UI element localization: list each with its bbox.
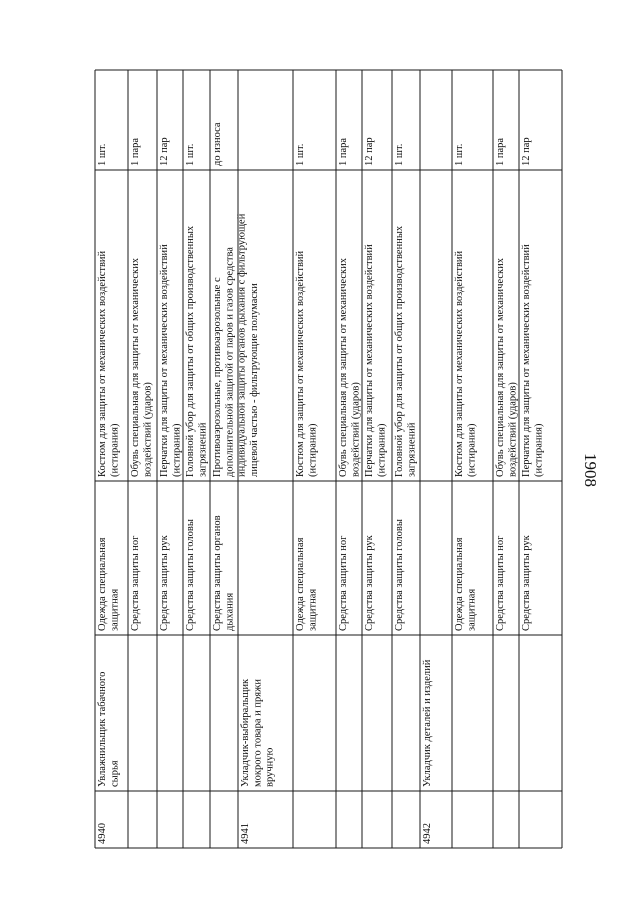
table-texts — [97, 122, 544, 844]
norm-cell: 1 шт. — [295, 143, 306, 166]
item-cell: Перчатки для защиты от механических воздействий(истирания) — [521, 244, 545, 477]
category-cell: Средства защиты головы — [185, 519, 196, 631]
item-cell: Перчатки для защиты от механических воздействий(истирания) — [159, 244, 183, 477]
norm-cell: 1 пара — [130, 137, 141, 166]
category-cell: Средства защиты рук — [159, 535, 170, 631]
norm-cell: 12 пар — [159, 137, 170, 166]
item-cell: Костюм для защиты от механических воздействий(истирания) — [97, 250, 121, 477]
category-cell: Одежда специальнаязащитная — [97, 537, 121, 631]
item-cell: Обувь специальная для защиты от механическихвоздействий (ударов) — [338, 258, 362, 477]
category-cell: Одежда специальнаязащитная — [454, 537, 478, 631]
category-cell: Средства защиты ног — [130, 535, 141, 631]
item-cell: Костюм для защиты от механических воздействий(истирания) — [295, 250, 319, 477]
page-number: 1908 — [581, 453, 600, 487]
norm-cell: 12 пар — [364, 137, 375, 166]
category-cell: Средства защиты ног — [338, 535, 349, 631]
category-cell: Средства защиты головы — [394, 519, 405, 631]
norm-cell: до износа — [212, 122, 223, 166]
code-cell: 4940 — [97, 823, 108, 844]
category-cell: Средства защиты органовдыхания — [212, 515, 236, 631]
category-cell: Одежда специальнаязащитная — [295, 537, 319, 631]
item-cell: Обувь специальная для защиты от механическихвоздействий (ударов) — [130, 258, 154, 477]
norm-cell: 1 пара — [338, 137, 349, 166]
item-cell: Перчатки для защиты от механических воздействий(истирания) — [364, 244, 388, 477]
category-cell: Средства защиты ног — [495, 535, 506, 631]
norm-cell: 1 шт. — [394, 143, 405, 166]
category-cell: Средства защиты рук — [521, 535, 532, 631]
code-cell: 4942 — [422, 823, 433, 844]
norm-cell: 1 шт. — [97, 143, 108, 166]
norm-cell: 1 шт. — [185, 143, 196, 166]
item-cell: Головной убор для защиты от общих производственныхзагрязнений — [185, 225, 209, 477]
item-cell: Противоаэрозольные, противоаэрозольные сдополнительной защитой от паров и газов средстваиндивидуальной защиты органов дыхания с фильтрующейлицевой частью - фильтрующие полумаски — [212, 213, 260, 477]
profession-cell: Увлажнильщик табачногосырья — [97, 671, 121, 787]
norm-cell: 1 пара — [495, 137, 506, 166]
category-cell: Средства защиты рук — [364, 535, 375, 631]
profession-cell: Укладчик деталей и изделий — [422, 659, 433, 787]
norm-cell: 12 пар — [521, 137, 532, 166]
profession-cell: Укладчик-выбиральщикмокрого товара и пряживручную — [240, 678, 276, 787]
item-cell: Костюм для защиты от механических воздействий(истирания) — [454, 250, 478, 477]
code-cell: 4941 — [240, 823, 251, 844]
norm-cell: 1 шт. — [454, 143, 465, 166]
item-cell: Обувь специальная для защиты от механическихвоздействий (ударов) — [495, 258, 519, 477]
item-cell: Головной убор для защиты от общих производственныхзагрязнений — [394, 225, 418, 477]
